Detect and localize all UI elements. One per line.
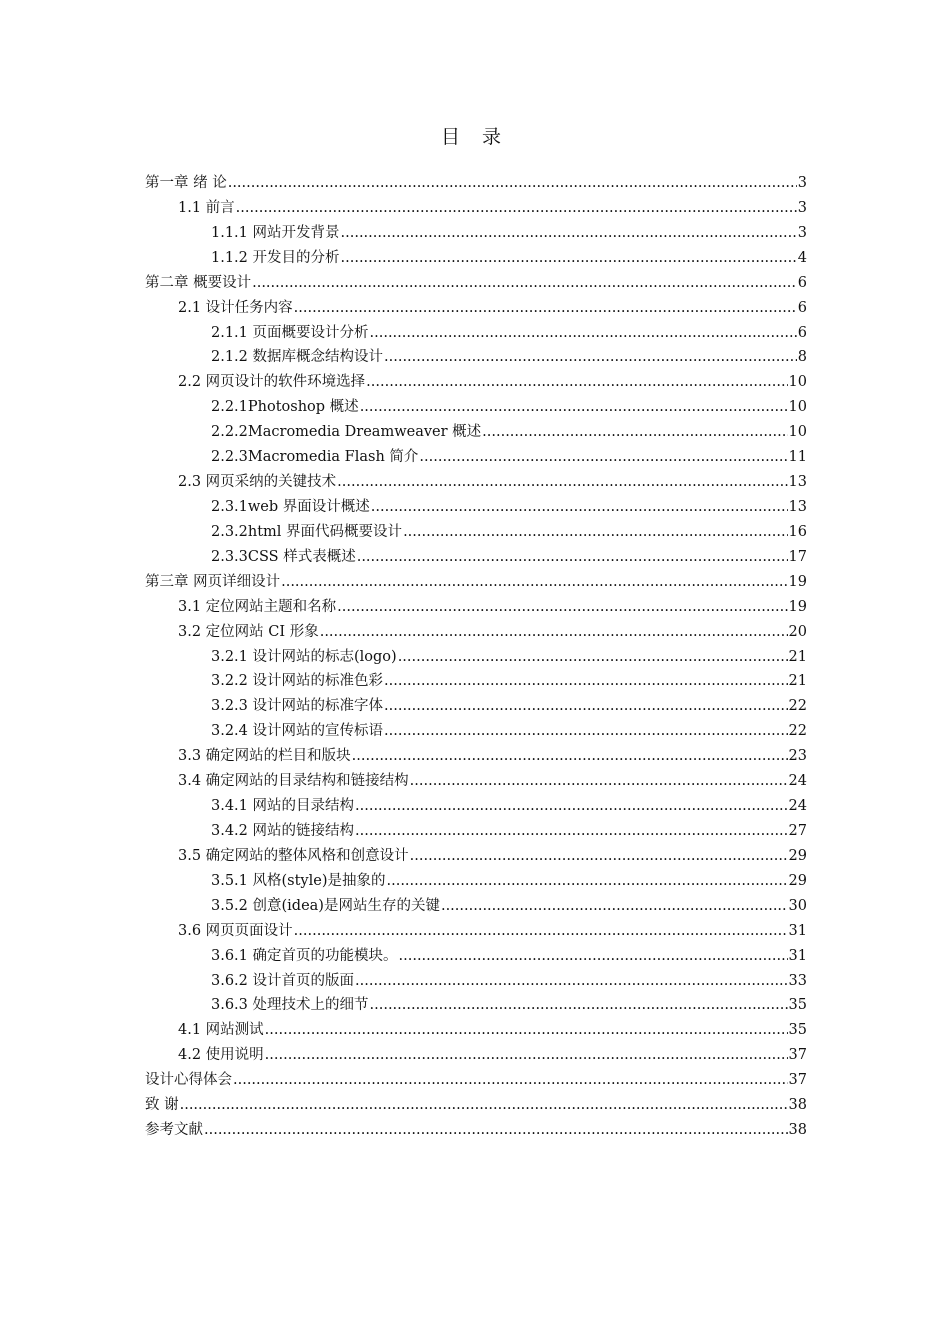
toc-entry-label: 3.2.2 设计网站的标准色彩 <box>211 673 384 690</box>
toc-entry-label: 3.4 确定网站的目录结构和链接结构 <box>178 773 409 790</box>
toc-entry <box>145 171 807 196</box>
toc-entry <box>145 1068 807 1093</box>
toc-entry-page-number: 24 <box>788 798 807 815</box>
toc-entry-page-number: 31 <box>788 922 807 939</box>
toc-entry-page-number: 13 <box>788 474 807 491</box>
toc-entry-label: 2.2.2Macromedia Dreamweaver 概述 <box>211 424 482 441</box>
toc-dot-leader <box>204 1118 788 1143</box>
toc-entry <box>145 420 807 445</box>
toc-dot-leader <box>360 395 788 420</box>
toc-entry-page-number: 22 <box>788 698 807 715</box>
toc-entry-label: 3.1 定位网站主题和名称 <box>178 598 337 615</box>
toc-dot-leader <box>294 296 797 321</box>
toc-entry <box>145 919 807 944</box>
toc-entry <box>145 819 807 844</box>
toc-dot-leader <box>180 1093 788 1118</box>
toc-entry-page-number: 10 <box>788 374 807 391</box>
toc-entry-page-number: 10 <box>788 424 807 441</box>
toc-entry-page-number: 30 <box>788 897 807 914</box>
toc-entry-page-number: 6 <box>797 324 807 341</box>
toc-entry-label: 致 谢 <box>145 1097 179 1114</box>
toc-entry <box>145 595 807 620</box>
toc-entry-label: 3.5 确定网站的整体风格和创意设计 <box>178 847 409 864</box>
toc-dot-leader <box>320 620 788 645</box>
toc-entry <box>145 545 807 570</box>
toc-entry-label: 设计心得体会 <box>145 1072 232 1089</box>
toc-entry <box>145 744 807 769</box>
toc-dot-leader <box>403 520 787 545</box>
toc-entry <box>145 370 807 395</box>
toc-entry-page-number: 17 <box>788 548 807 565</box>
toc-entry-label: 3.6 网页页面设计 <box>178 922 293 939</box>
toc-entry <box>145 321 807 346</box>
table-of-contents <box>145 171 807 1143</box>
toc-entry-label: 2.3.1web 界面设计概述 <box>211 498 370 515</box>
toc-entry <box>145 296 807 321</box>
toc-entry <box>145 944 807 969</box>
toc-dot-leader <box>265 1018 788 1043</box>
toc-entry-page-number: 11 <box>788 449 807 466</box>
toc-entry-label: 3.5.1 风格(style)是抽象的 <box>211 872 386 889</box>
toc-entry-label: 第一章 绪 论 <box>145 175 227 191</box>
toc-entry-page-number: 19 <box>788 598 807 615</box>
toc-entry <box>145 271 807 296</box>
toc-entry-label: 2.1.2 数据库概念结构设计 <box>211 349 384 366</box>
toc-entry <box>145 1018 807 1043</box>
toc-entry-page-number: 19 <box>788 573 807 590</box>
toc-dot-leader <box>337 595 787 620</box>
toc-entry-label: 2.2.1Photoshop 概述 <box>211 399 359 416</box>
toc-entry-label: 参考文献 <box>145 1122 203 1139</box>
toc-entry-page-number: 37 <box>788 1047 807 1064</box>
toc-entry-page-number: 21 <box>788 673 807 690</box>
toc-entry-page-number: 23 <box>788 748 807 765</box>
toc-entry-page-number: 38 <box>788 1122 807 1139</box>
toc-dot-leader <box>355 794 788 819</box>
toc-entry-label: 2.3.2html 界面代码概要设计 <box>211 523 403 540</box>
toc-entry-label: 3.6.2 设计首页的版面 <box>211 972 355 989</box>
toc-dot-leader <box>384 345 797 370</box>
toc-dot-leader <box>252 271 797 296</box>
toc-dot-leader <box>265 1043 788 1068</box>
toc-dot-leader <box>357 545 788 570</box>
toc-dot-leader <box>355 969 788 994</box>
toc-entry-page-number: 29 <box>788 872 807 889</box>
page-title: 目 录 <box>440 126 510 148</box>
toc-entry-page-number: 8 <box>797 349 807 366</box>
toc-dot-leader <box>384 669 788 694</box>
toc-entry-page-number: 31 <box>788 947 807 964</box>
toc-entry-label: 3.4.2 网站的链接结构 <box>211 822 355 839</box>
toc-entry <box>145 844 807 869</box>
toc-entry <box>145 345 807 370</box>
toc-dot-leader <box>228 171 797 196</box>
toc-entry-label: 2.3 网页采纳的关键技术 <box>178 474 337 491</box>
toc-entry-label: 3.3 确定网站的栏目和版块 <box>178 748 351 765</box>
toc-entry-label: 2.2.3Macromedia Flash 简介 <box>211 449 419 466</box>
toc-entry-label: 1.1.1 网站开发背景 <box>211 224 340 241</box>
toc-dot-leader <box>233 1068 788 1093</box>
toc-entry <box>145 993 807 1018</box>
toc-dot-leader <box>366 370 787 395</box>
toc-entry-label: 2.3.3CSS 样式表概述 <box>211 548 356 565</box>
toc-entry <box>145 969 807 994</box>
toc-entry-label: 第二章 概要设计 <box>145 274 252 291</box>
toc-entry-page-number: 3 <box>797 199 807 216</box>
toc-entry <box>145 445 807 470</box>
toc-entry-page-number: 10 <box>788 399 807 416</box>
toc-entry-page-number: 3 <box>797 224 807 241</box>
toc-entry <box>145 669 807 694</box>
toc-dot-leader <box>399 944 788 969</box>
toc-entry <box>145 894 807 919</box>
toc-dot-leader <box>410 844 788 869</box>
toc-dot-leader <box>341 246 797 271</box>
toc-entry-label: 3.6.1 确定首页的功能模块。 <box>211 947 398 964</box>
toc-entry <box>145 1043 807 1068</box>
toc-dot-leader <box>384 694 788 719</box>
toc-entry <box>145 221 807 246</box>
toc-dot-leader <box>398 645 788 670</box>
toc-entry-page-number: 27 <box>788 822 807 839</box>
toc-entry-page-number: 22 <box>788 723 807 740</box>
toc-entry-page-number: 20 <box>788 623 807 640</box>
toc-entry-page-number: 13 <box>788 498 807 515</box>
toc-entry-label: 2.2 网页设计的软件环境选择 <box>178 374 366 391</box>
toc-entry <box>145 694 807 719</box>
toc-entry-page-number: 29 <box>788 847 807 864</box>
toc-entry-page-number: 38 <box>788 1097 807 1114</box>
toc-dot-leader <box>281 570 787 595</box>
toc-entry <box>145 719 807 744</box>
toc-dot-leader <box>384 719 788 744</box>
toc-entry <box>145 869 807 894</box>
toc-entry-label: 3.5.2 创意(idea)是网站生存的关键 <box>211 897 440 914</box>
toc-entry-label: 4.2 使用说明 <box>178 1047 264 1064</box>
toc-entry <box>145 570 807 595</box>
toc-entry <box>145 520 807 545</box>
toc-entry <box>145 246 807 271</box>
toc-entry <box>145 769 807 794</box>
toc-entry <box>145 794 807 819</box>
toc-entry-page-number: 21 <box>788 648 807 665</box>
toc-entry-label: 3.4.1 网站的目录结构 <box>211 798 355 815</box>
toc-dot-leader <box>482 420 787 445</box>
toc-dot-leader <box>236 196 797 221</box>
toc-dot-leader <box>441 894 788 919</box>
toc-entry <box>145 470 807 495</box>
toc-entry <box>145 620 807 645</box>
toc-entry <box>145 196 807 221</box>
toc-entry-label: 3.6.3 处理技术上的细节 <box>211 997 369 1014</box>
toc-entry-label: 3.2.4 设计网站的宣传标语 <box>211 723 384 740</box>
toc-dot-leader <box>371 495 788 520</box>
toc-dot-leader <box>370 321 797 346</box>
toc-entry <box>145 1093 807 1118</box>
toc-entry-page-number: 35 <box>788 997 807 1014</box>
toc-entry-page-number: 33 <box>788 972 807 989</box>
toc-dot-leader <box>387 869 788 894</box>
toc-entry-label: 3.2.1 设计网站的标志(logo) <box>211 648 397 665</box>
toc-entry <box>145 495 807 520</box>
toc-entry-label: 1.1 前言 <box>178 199 235 216</box>
toc-entry-label: 1.1.2 开发目的分析 <box>211 249 340 266</box>
toc-entry <box>145 645 807 670</box>
toc-entry <box>145 1118 807 1143</box>
toc-entry-label: 3.2 定位网站 CI 形象 <box>178 623 319 640</box>
toc-entry-page-number: 24 <box>788 773 807 790</box>
toc-dot-leader <box>294 919 788 944</box>
toc-entry-page-number: 3 <box>797 175 807 191</box>
toc-entry-label: 4.1 网站测试 <box>178 1022 264 1039</box>
toc-entry-page-number: 6 <box>797 299 807 316</box>
toc-entry-page-number: 6 <box>797 274 807 291</box>
toc-entry-label: 第三章 网页详细设计 <box>145 573 281 590</box>
toc-entry <box>145 395 807 420</box>
toc-entry-label: 2.1.1 页面概要设计分析 <box>211 324 369 341</box>
toc-dot-leader <box>341 221 797 246</box>
toc-entry-page-number: 35 <box>788 1022 807 1039</box>
toc-entry-page-number: 4 <box>797 249 807 266</box>
toc-entry-label: 3.2.3 设计网站的标准字体 <box>211 698 384 715</box>
toc-dot-leader <box>337 470 787 495</box>
toc-dot-leader <box>419 445 787 470</box>
toc-entry-label: 2.1 设计任务内容 <box>178 299 293 316</box>
toc-dot-leader <box>352 744 788 769</box>
toc-dot-leader <box>370 993 788 1018</box>
toc-entry-page-number: 37 <box>788 1072 807 1089</box>
toc-entry-page-number: 16 <box>788 523 807 540</box>
toc-dot-leader <box>355 819 788 844</box>
toc-dot-leader <box>410 769 788 794</box>
